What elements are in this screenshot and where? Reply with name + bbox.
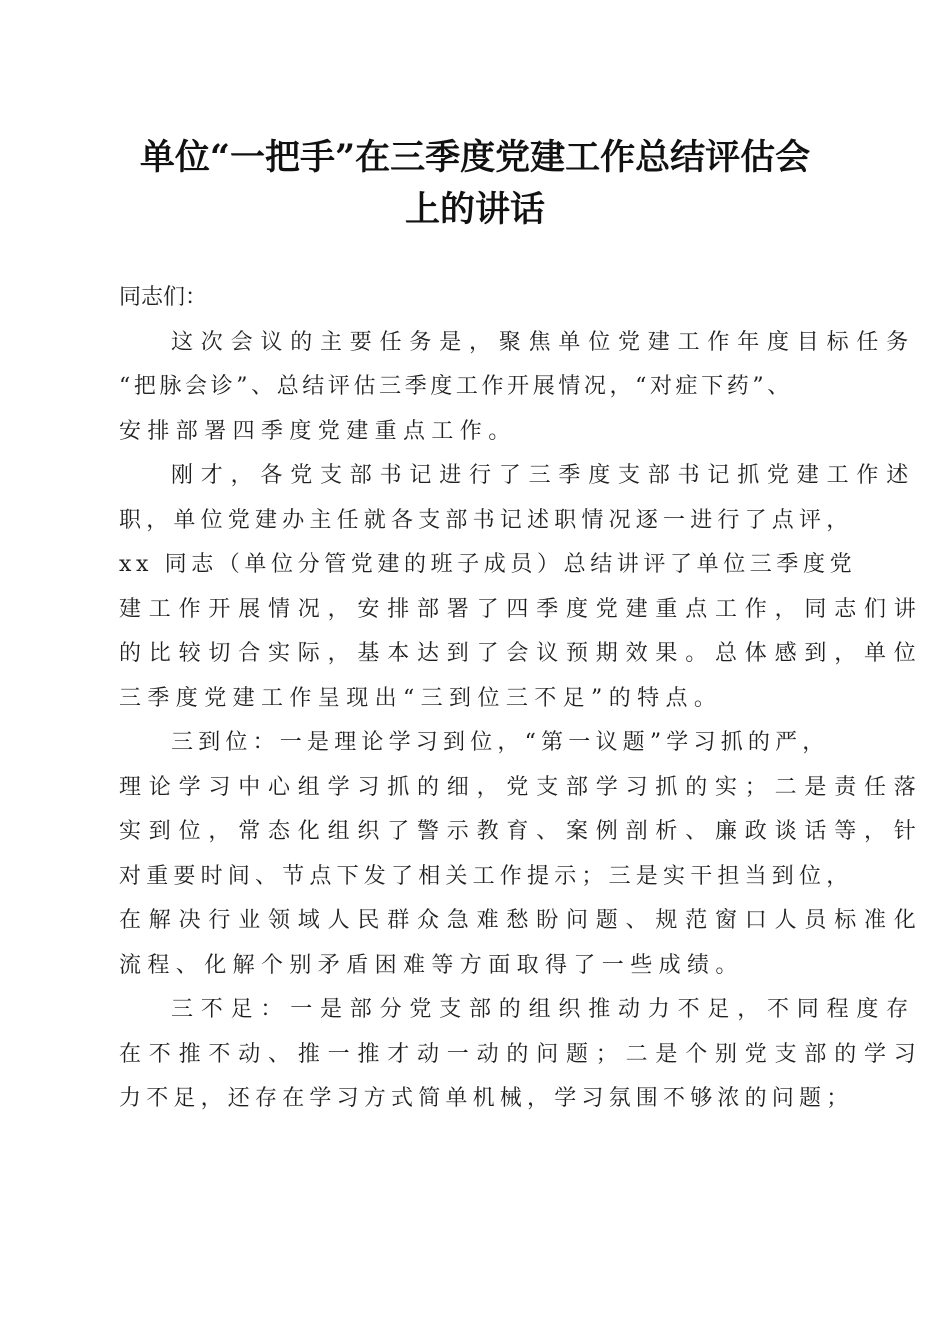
paragraph-line: 三到位：一是理论学习到位，“第一议题”学习抓的严， — [171, 730, 830, 755]
paragraph-line: 流程、化解个别矛盾困难等方面取得了一些成绩。 — [119, 952, 744, 978]
document-body — [119, 276, 924, 1122]
paragraph-line: 在解决行业领域人民群众急难愁盼问题、规范窗口人员标准化 — [119, 908, 924, 933]
paragraph-line: 安排部署四季度党建重点工作。 — [119, 418, 517, 444]
paragraph-line: 刚才，各党支部书记进行了三季度支部书记抓党建工作述 — [171, 463, 917, 488]
paragraph-line: 职，单位党建办主任就各支部书记述职情况逐一进行了点评， — [119, 507, 854, 533]
salutation: 同志们： — [119, 285, 208, 310]
paragraph-line: 对重要时间、节点下发了相关工作提示；三是实干担当到位， — [119, 863, 854, 889]
paragraph-line: 的比较切合实际，基本达到了会议预期效果。总体感到，单位 — [119, 641, 924, 666]
paragraph-line: xx 同志（单位分管党建的班子成员）总结讲评了单位三季度党 — [119, 552, 857, 577]
paragraph-line: “把脉会诊”、总结评估三季度工作开展情况，“对症下药”、 — [119, 374, 793, 399]
paragraph-line: 三季度党建工作呈现出“三到位三不足”的特点。 — [119, 685, 723, 711]
paragraph-line: 三不足：一是部分党支部的组织推动力不足，不同程度存 — [171, 997, 917, 1022]
paragraph-line: 这次会议的主要任务是，聚焦单位党建工作年度目标任务 — [171, 329, 917, 355]
paragraph-line: 在不推不动、推一推才动一动的问题；二是个别党支部的学习 — [119, 1041, 924, 1067]
paragraph-line: 力不足，还存在学习方式简单机械，学习氛围不够浓的问题； — [119, 1086, 854, 1111]
title-line-1: 单位“一把手”在三季度党建工作总结评估会 — [139, 137, 811, 178]
paragraph-line: 理论学习中心组学习抓的细，党支部学习抓的实；二是责任落 — [119, 774, 924, 800]
paragraph-line: 建工作开展情况，安排部署了四季度党建重点工作，同志们讲 — [119, 596, 924, 622]
document-title — [100, 132, 850, 236]
title-line-2: 上的讲话 — [404, 189, 545, 230]
paragraph-line: 实到位，常态化组织了警示教育、案例剖析、廉政谈话等，针 — [119, 819, 924, 844]
